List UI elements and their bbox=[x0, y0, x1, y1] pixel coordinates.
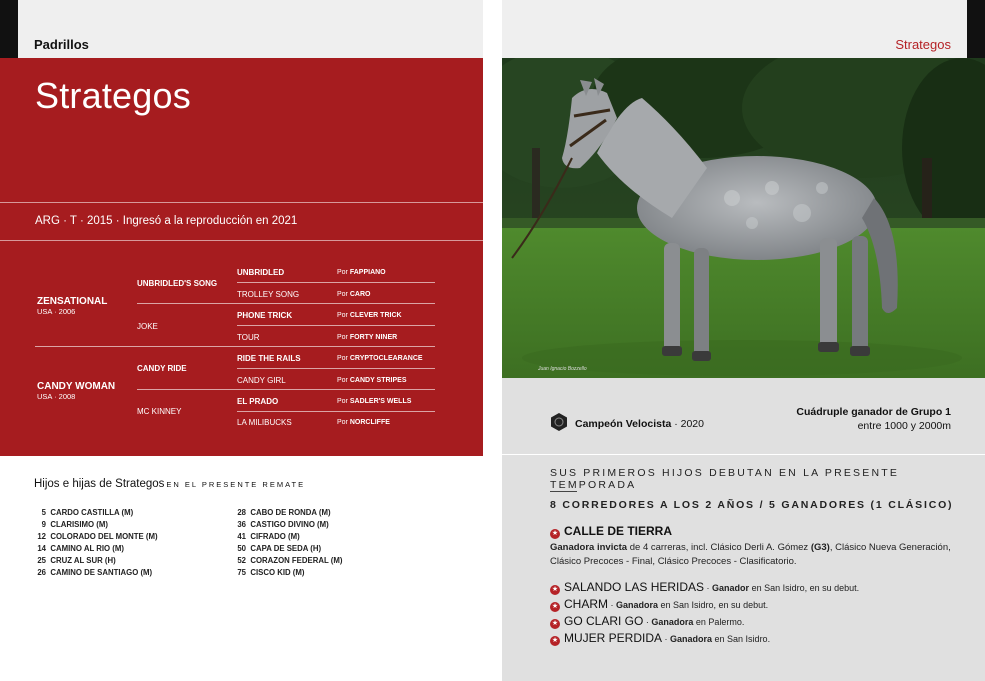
stallion-meta: ARG · T · 2015 · Ingresó a la reproducción en 2021 bbox=[35, 215, 298, 227]
star-icon: ★ bbox=[551, 586, 559, 593]
right-header bbox=[502, 0, 985, 58]
pedigree-rule bbox=[237, 368, 435, 369]
list-item: 12 COLORADO DEL MONTE (M) bbox=[37, 532, 158, 541]
highlight-offspring: ★ CALLE DE TIERRA bbox=[551, 524, 672, 538]
pedigree-great: PHONE TRICK bbox=[237, 311, 293, 320]
star-icon: ★ bbox=[551, 637, 559, 644]
header-horse-name: Strategos bbox=[895, 37, 951, 52]
right-page bbox=[502, 0, 985, 681]
pedigree-great: CANDY GIRL bbox=[237, 376, 286, 385]
section-label: Padrillos bbox=[34, 37, 89, 52]
pedigree-por: Por CARO bbox=[337, 291, 371, 298]
winner-item: ★ CHARM · Ganadora en San Isidro, en su debut. bbox=[551, 597, 769, 611]
pedigree-por: Por FORTY NINER bbox=[337, 334, 398, 341]
list-item: 52 CORAZON FEDERAL (M) bbox=[237, 556, 343, 565]
list-item: 14 CAMINO AL RIO (M) bbox=[37, 544, 124, 553]
list-item: 5 CARDO CASTILLA (M) bbox=[41, 508, 134, 517]
winner-item: ★ MUJER PERDIDA · Ganadora en San Isidro. bbox=[551, 631, 771, 645]
pedigree-sire: ZENSATIONAL bbox=[37, 296, 108, 307]
corner-mark bbox=[967, 0, 985, 58]
pedigree-rule bbox=[237, 411, 435, 412]
highlight-description: Ganadora invicta de 4 carreras, incl. Clásico Derli A. Gómez (G3), Clásico Nueva Generación, Clásico Precoces - Final, Clásico Precoces - Clasificatorio. bbox=[550, 542, 951, 567]
runners-stats: 8 CORREDORES A LOS 2 AÑOS / 5 GANADORES (1 CLÁSICO) bbox=[550, 499, 954, 511]
winner-item: ★ SALANDO LAS HERIDAS · Ganador en San Isidro, en su debut. bbox=[551, 580, 860, 594]
pedigree-por: Por SADLER'S WELLS bbox=[337, 398, 412, 405]
pedigree-rule bbox=[137, 303, 435, 304]
list-item: 9 CLARISIMO (M) bbox=[41, 520, 108, 529]
divider bbox=[550, 491, 577, 492]
divider bbox=[0, 202, 483, 203]
pedigree-great: RIDE THE RAILS bbox=[237, 354, 301, 363]
pedigree-great: EL PRADO bbox=[237, 397, 279, 406]
champion-title: Campeón Velocista · 2020 bbox=[575, 418, 704, 430]
pedigree-great: UNBRIDLED bbox=[237, 268, 285, 277]
pedigree-rule bbox=[137, 389, 435, 390]
star-icon: ★ bbox=[551, 530, 559, 537]
pedigree-great: LA MILIBUCKS bbox=[237, 418, 292, 427]
pedigree-rule bbox=[237, 282, 435, 283]
pedigree-great: TOUR bbox=[237, 333, 260, 342]
group1-summary: Cuádruple ganador de Grupo 1 entre 1000 y 2000m bbox=[796, 406, 951, 432]
achievements-panel bbox=[502, 378, 985, 681]
pedigree-dam: CANDY WOMAN bbox=[37, 381, 116, 392]
pedigree-rule bbox=[237, 325, 435, 326]
list-item: 28 CABO DE RONDA (M) bbox=[237, 508, 331, 517]
pedigree-rule bbox=[35, 346, 435, 347]
pedigree-sire-origin: USA · 2006 bbox=[37, 307, 76, 316]
divider bbox=[0, 240, 483, 241]
list-item: 36 CASTIGO DIVINO (M) bbox=[237, 520, 329, 529]
list-item: 26 CAMINO DE SANTIAGO (M) bbox=[37, 568, 153, 577]
star-icon: ★ bbox=[551, 620, 559, 627]
pedigree-grandsire: CANDY RIDE bbox=[137, 364, 187, 373]
horse-name: Strategos bbox=[35, 75, 191, 116]
list-item: 75 CISCO KID (M) bbox=[237, 568, 305, 577]
left-header bbox=[0, 0, 483, 58]
list-item: 25 CRUZ AL SUR (H) bbox=[37, 556, 116, 565]
pedigree-granddam: JOKE bbox=[137, 322, 158, 331]
pedigree-por: Por CANDY STRIPES bbox=[337, 377, 407, 384]
pedigree-por: Por FAPPIANO bbox=[337, 269, 386, 276]
pedigree-dam-origin: USA · 2008 bbox=[37, 392, 76, 401]
pedigree-por: Por CLEVER TRICK bbox=[337, 312, 402, 319]
pedigree-great: TROLLEY SONG bbox=[237, 290, 300, 299]
pedigree-grandsire: UNBRIDLED'S SONG bbox=[137, 279, 218, 288]
divider bbox=[502, 454, 985, 455]
pedigree-por: Por CRYPTOCLEARANCE bbox=[337, 355, 423, 362]
stallion-card bbox=[0, 58, 483, 456]
winner-item: ★ GO CLARI GO · Ganadora en Palermo. bbox=[551, 614, 745, 628]
list-item: 41 CIFRADO (M) bbox=[237, 532, 300, 541]
photo-credit: Juan Ignacio Bozzello bbox=[538, 366, 587, 372]
page-gutter bbox=[483, 0, 502, 681]
medal-icon bbox=[550, 413, 568, 431]
pedigree-granddam: MC KINNEY bbox=[137, 407, 182, 416]
corner-mark bbox=[0, 0, 18, 58]
left-page bbox=[0, 0, 483, 681]
pedigree-por: Por NORCLIFFE bbox=[337, 419, 390, 426]
star-icon: ★ bbox=[551, 603, 559, 610]
offspring-title: Hijos e hijas de Strategos EN EL PRESENTE REMATE bbox=[34, 478, 306, 490]
horse-photo bbox=[502, 58, 985, 378]
debut-line: SUS PRIMEROS HIJOS DEBUTAN EN LA PRESENTE TEMPORADA bbox=[550, 467, 900, 491]
list-item: 50 CAPA DE SEDA (H) bbox=[237, 544, 322, 553]
